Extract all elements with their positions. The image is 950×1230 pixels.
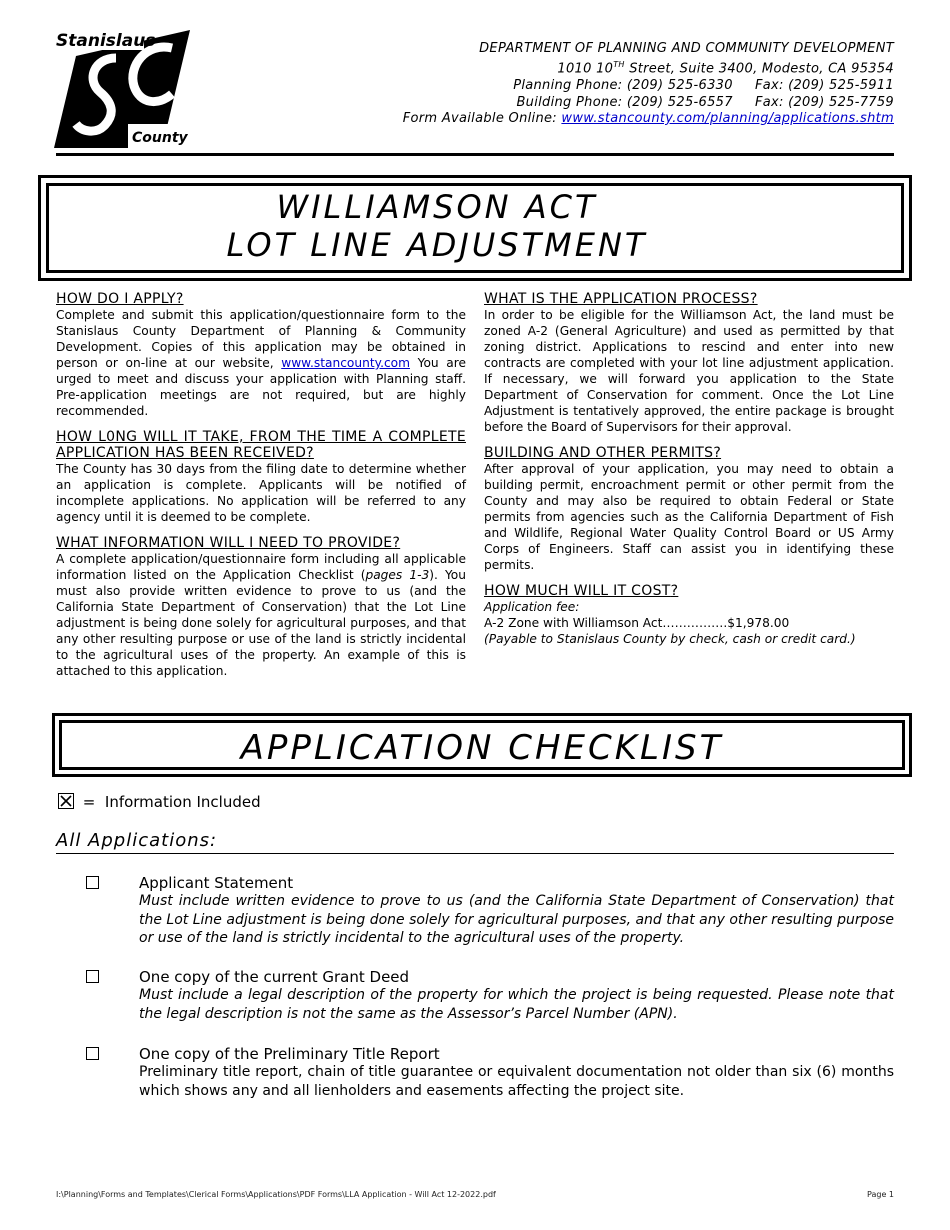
- info-pages: pages 1-3: [365, 568, 430, 582]
- cost-heading-q: ?: [670, 583, 679, 599]
- legend-label: Information Included: [104, 793, 261, 811]
- info-heading: [56, 535, 466, 551]
- checklist-item-title-report: [86, 1045, 894, 1100]
- applicant-statement-checkbox[interactable]: [86, 876, 99, 889]
- fee-label: Application fee:: [484, 600, 580, 614]
- logo-top-text: Stanislaus: [56, 31, 156, 51]
- department-name: DEPARTMENT OF PLANNING AND COMMUNITY DEVELOPMENT: [479, 41, 894, 56]
- checked-box-icon: [58, 793, 74, 809]
- fee-payment-note: (Payable to Stanislaus County by check, cash or credit card.): [484, 632, 856, 646]
- form-title-line2: LOT LINE ADJUSTMENT: [226, 226, 648, 264]
- left-info-column: [56, 291, 466, 689]
- grant-deed-checkbox[interactable]: [86, 970, 99, 983]
- footer-file-path: I:\Planning\Forms and Templates\Clerical Forms\Applications\PDF Forms\LLA Application - Will Act 12-2022.pdf: [56, 1190, 496, 1199]
- checklist-item-applicant-statement: [86, 874, 894, 948]
- permits-heading: [484, 445, 894, 461]
- checklist-item-description: Must include a legal description of the property for which the project is being requested. Please note that the legal description is not the same as the Assessor’s Parcel Number (APN).: [139, 987, 894, 1022]
- cost-heading: [484, 583, 894, 599]
- form-title-line1: WILLIAMSON ACT: [276, 188, 598, 226]
- process-text: In order to be eligible for the Williamson Act, the land must be zoned A-2 (General Agriculture) and used as permitted by that zoning district. Applications to rescind and enter into new contracts are completed with your lot line adjustment application. If necessary, we will forward you application to the State Department of Conservation for comment. Once the Lot Line Adjustment is tentatively approved, the entire package is brought before the Board of Supervisors for their approval.: [484, 308, 894, 434]
- right-info-column: [484, 291, 894, 647]
- info-text: [56, 551, 466, 679]
- checklist-legend: [58, 792, 261, 812]
- checklist-item-title: One copy of the Preliminary Title Report: [139, 1045, 440, 1063]
- info-heading-q: ?: [392, 535, 401, 551]
- logo-graphic: [54, 28, 194, 150]
- checklist-item-grant-deed: [86, 968, 894, 1023]
- title-report-checkbox[interactable]: [86, 1047, 99, 1060]
- legend-equals: =: [78, 793, 101, 811]
- form-title: [0, 188, 874, 264]
- permits-text: After approval of your application, you may need to obtain a building permit, encroachment permit or other permit from the County and may also be required to obtain Federal or State permits from agencies such as the California Department of Fish and Wildlife, Regional Water Quality Control Board or US Army Corps of Engineers. Staff can assist you in identifying these permits.: [484, 462, 894, 572]
- address-rest: Street, Suite 3400, Modesto, CA 95354: [624, 61, 894, 77]
- building-fax: Fax: (209) 525-7759: [754, 94, 894, 110]
- permits-heading-text: BUILDING AND OTHER PERMITS: [484, 445, 714, 461]
- info-heading-text: WHAT INFORMATION WILL I NEED TO PROVIDE: [56, 535, 393, 551]
- online-form-line: [400, 111, 894, 127]
- building-contact: [400, 95, 894, 111]
- time-heading-q: ?: [306, 445, 314, 461]
- checklist-title: APPLICATION CHECKLIST: [240, 728, 724, 768]
- planning-fax: Fax: (209) 525-5911: [754, 78, 894, 94]
- all-applications-heading: All Applications:: [56, 830, 894, 854]
- footer-page-number: Page 1: [867, 1190, 894, 1199]
- planning-phone: Planning Phone: (209) 525-6330: [513, 78, 733, 94]
- fee-amount-line: A-2 Zone with Williamson Act…………….$1,978.00: [484, 616, 790, 630]
- time-text: The County has 30 days from the filing date to determine whether an application is complete. Applicants will be notified of incomplete applications. No application will be referred to any agency until it is deemed to be complete.: [56, 462, 466, 524]
- process-heading-q: ?: [749, 291, 758, 307]
- apply-text-part2: You are urged to meet and discuss your application with Planning staff. Pre-application meetings are not required, but are highly recommended.: [56, 356, 466, 418]
- checklist-item-title: One copy of the current Grant Deed: [139, 968, 410, 986]
- website-link[interactable]: www.stancounty.com: [281, 356, 410, 370]
- logo-bottom-text: County: [132, 130, 188, 146]
- checklist-item-title: Applicant Statement: [139, 874, 294, 892]
- apply-text: [56, 307, 466, 419]
- checklist-item-description: Preliminary title report, chain of title guarantee or equivalent documentation not older than six (6) months which shows any and all lienholders and easements affecting the project site.: [139, 1064, 894, 1099]
- online-form-link[interactable]: www.stancounty.com/planning/applications.shtm: [561, 110, 894, 126]
- address-street-number: 1010 10: [557, 61, 614, 77]
- time-heading-text: HOW L0NG WILL IT TAKE, FROM THE TIME A COMPLETE APPLICATION HAS BEEN RECEIVED: [56, 429, 466, 461]
- stanislaus-county-logo: [54, 28, 194, 150]
- planning-contact: [400, 78, 894, 94]
- department-address: [400, 57, 894, 78]
- permits-heading-q: ?: [713, 445, 722, 461]
- building-phone: Building Phone: (209) 525-6557: [516, 94, 733, 110]
- process-heading: [484, 291, 894, 307]
- online-label: Form Available Online:: [402, 110, 562, 126]
- department-contact-block: [400, 41, 894, 127]
- checklist-item-description: Must include written evidence to prove to us (and the California State Department of Conservation) that the Lot Line adjustment is being done solely for agricultural purposes, and that any other resulting purpose or use of the land is strictly incidental to the agricultural uses of the property.: [139, 893, 894, 946]
- address-suffix: TH: [613, 60, 625, 70]
- apply-text-part1: Complete and submit this application/questionnaire form to the Stanislaus County Department of Planning & Community Development. Copies of this application may be obtained in person or on-line at our website,: [56, 308, 466, 370]
- time-heading: [56, 429, 466, 461]
- info-text-part2: ). You must also provide written evidence to prove to us (and the California State Department of Conservation) that the Lot Line adjustment is being done solely for agricultural purposes, and that any other resulting purpose or use of the land is strictly incidental to the agricultural uses of the property. An example of this is attached to this application.: [56, 568, 466, 678]
- apply-heading: HOW DO I APPLY?: [56, 291, 184, 307]
- cost-heading-text: HOW MUCH WILL IT COST: [484, 583, 671, 599]
- info-text-part1: A complete application/questionnaire form including all applicable information listed on the Application Checklist (: [56, 552, 466, 582]
- process-heading-text: WHAT IS THE APPLICATION PROCESS: [484, 291, 750, 307]
- header-divider: [56, 153, 894, 156]
